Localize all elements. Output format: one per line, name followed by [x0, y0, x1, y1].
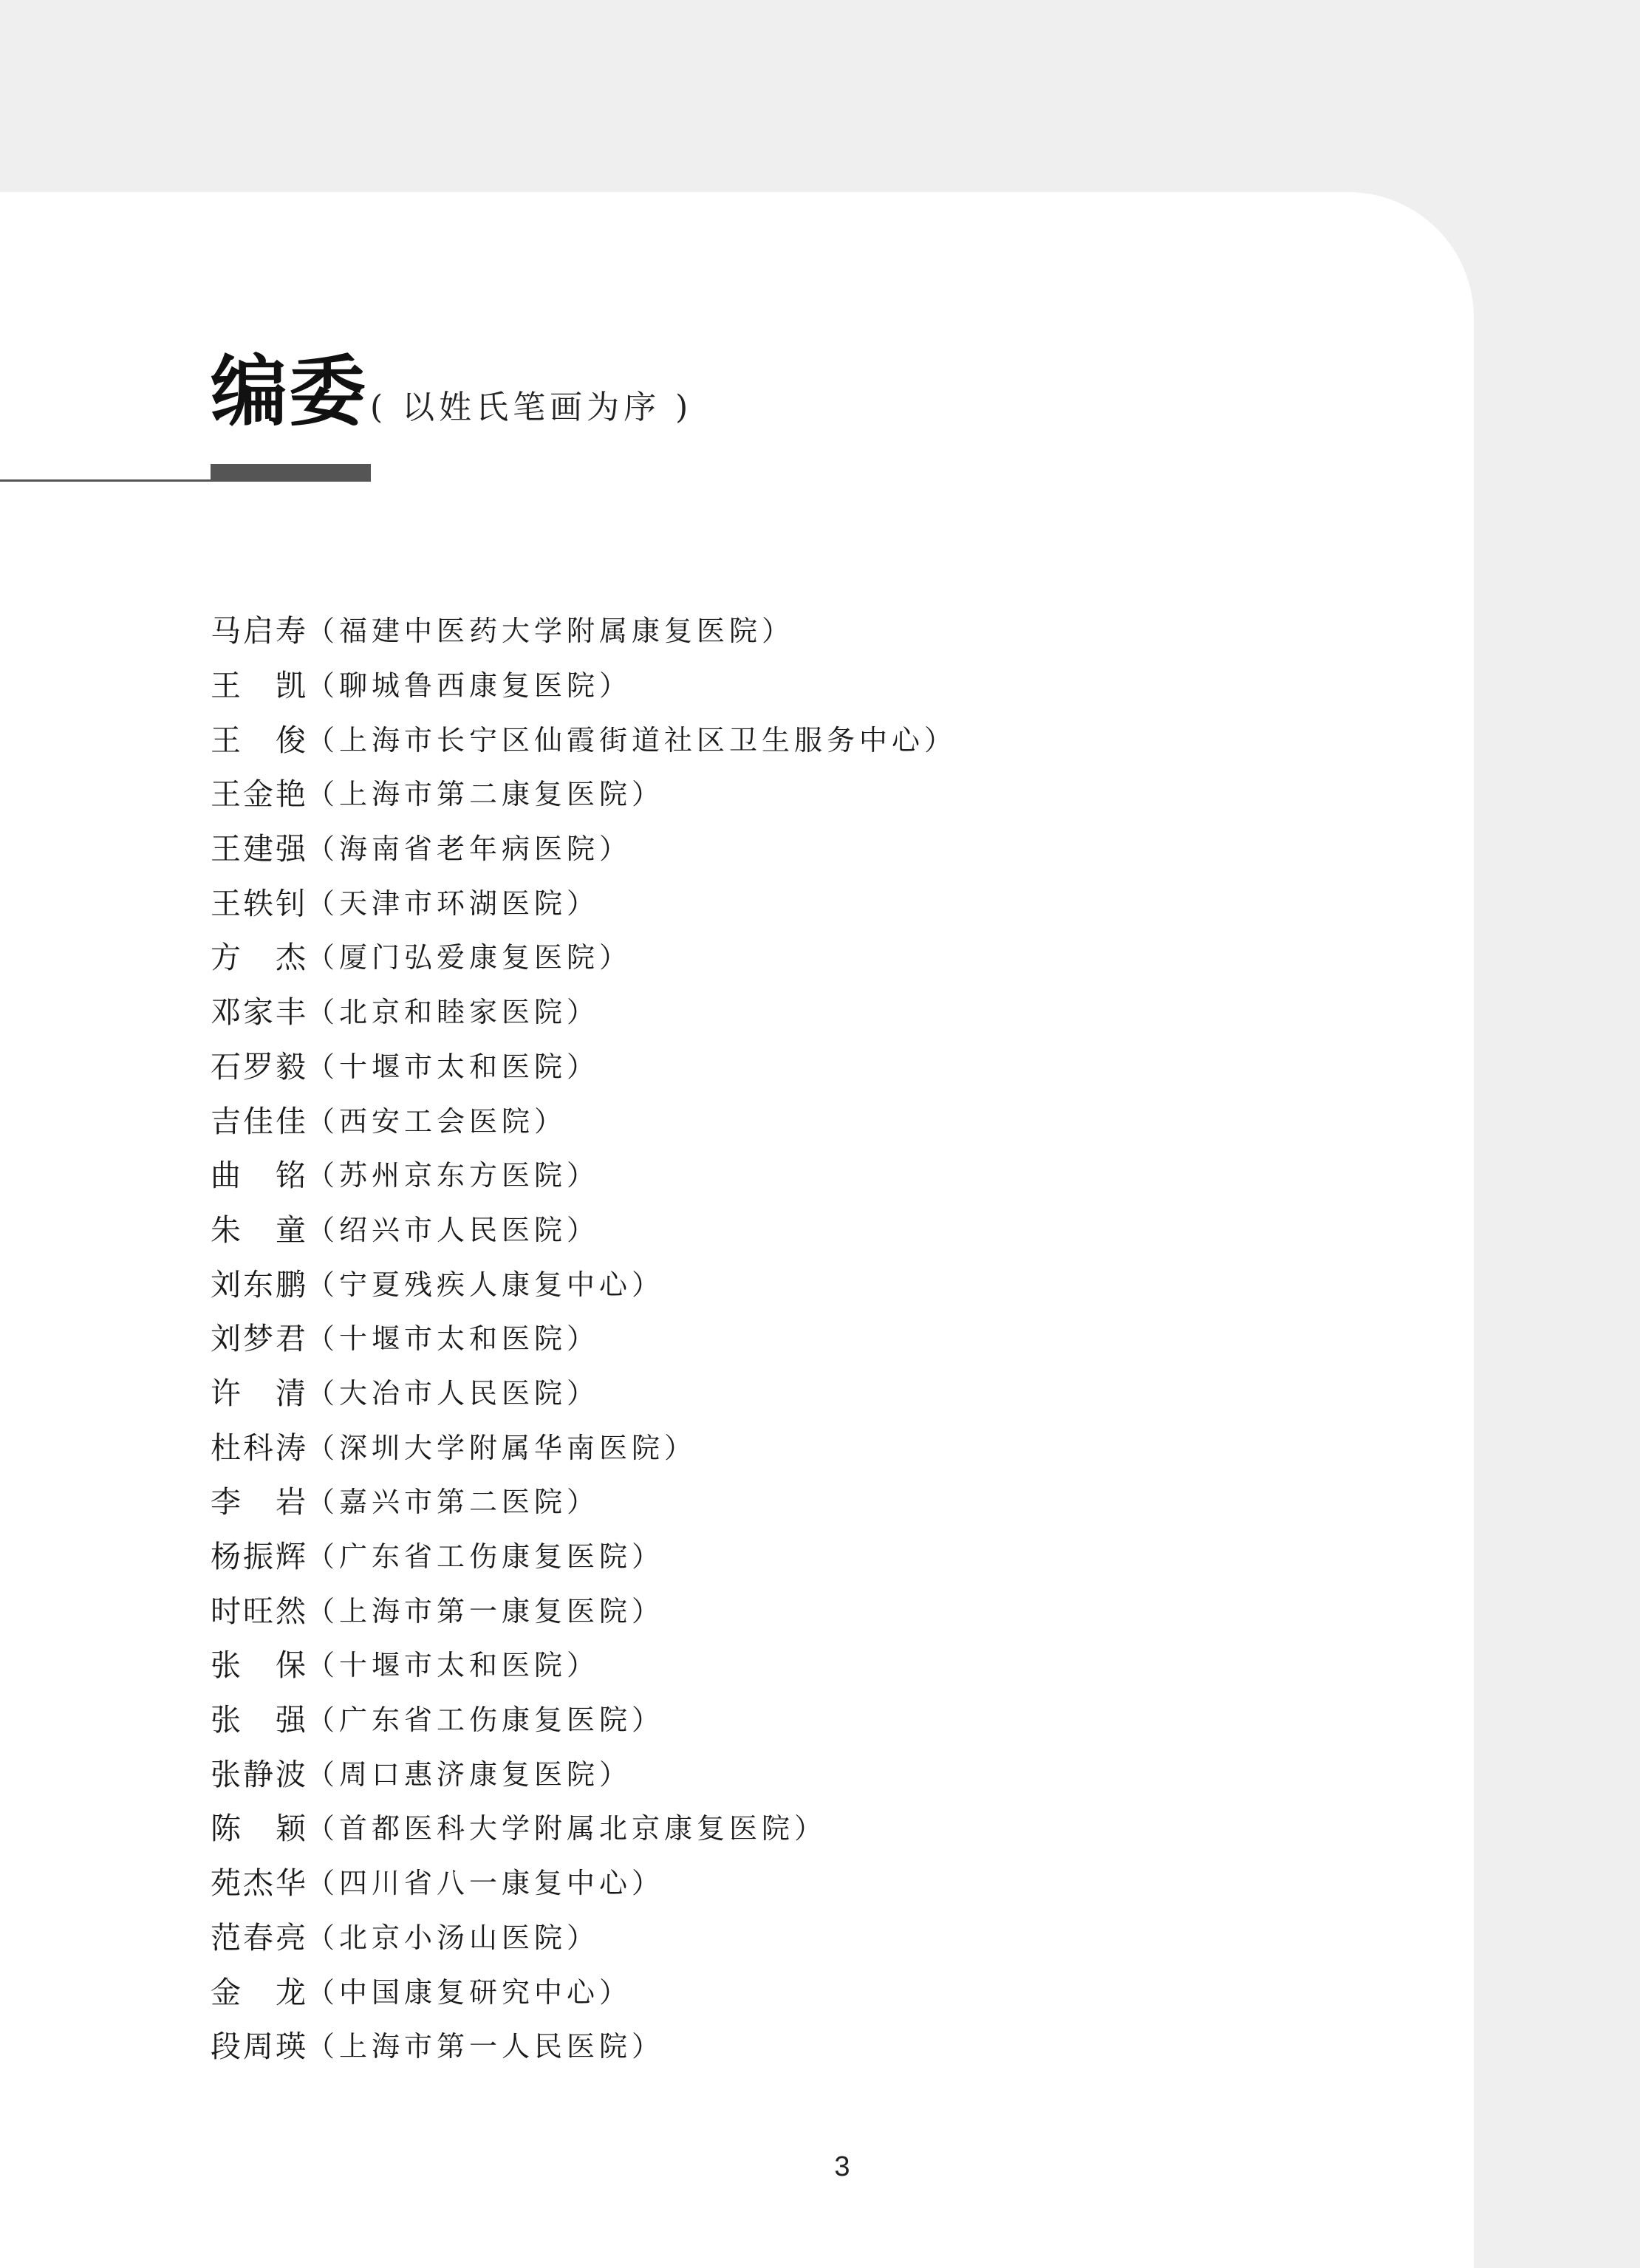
member-name: 刘梦君 [211, 1321, 307, 1357]
member-affiliation: （中国康复研究中心） [307, 1975, 632, 2009]
member-name: 苑杰华 [211, 1865, 307, 1902]
member-affiliation: （北京和睦家医院） [307, 996, 600, 1029]
member-name: 刘东鹏 [211, 1266, 307, 1302]
list-item [211, 1418, 957, 1472]
list-item [211, 1744, 957, 1799]
member-name: 许 清 [211, 1375, 307, 1411]
member-name: 范春亮 [211, 1919, 307, 1956]
member-name: 时旺然 [211, 1593, 307, 1629]
list-item [211, 1200, 957, 1255]
member-affiliation: （十堰市太和医院） [307, 1649, 600, 1682]
list-item [211, 1472, 957, 1527]
member-name: 曲 铭 [211, 1158, 307, 1194]
section-subtitle: ( 以姓氏笔画为序 ) [370, 389, 693, 426]
list-item [211, 1799, 957, 1854]
list-item [211, 710, 957, 765]
member-name: 张 强 [211, 1702, 307, 1738]
member-affiliation: （天津市环湖医院） [307, 887, 600, 920]
member-affiliation: （上海市第一康复医院） [307, 1594, 665, 1627]
member-name: 王 凯 [211, 668, 307, 704]
list-item [211, 1690, 957, 1745]
list-item [211, 873, 957, 928]
list-item [211, 656, 957, 711]
list-item [211, 1636, 957, 1690]
member-name: 杜科涛 [211, 1430, 307, 1466]
member-name: 王建强 [211, 831, 307, 867]
member-affiliation: （广东省工伤康复医院） [307, 1540, 665, 1574]
member-name: 石罗毅 [211, 1048, 307, 1085]
list-item [211, 2017, 957, 2071]
list-item [211, 928, 957, 983]
section-heading [211, 346, 693, 437]
member-name: 王 俊 [211, 722, 307, 758]
member-name: 王轶钊 [211, 885, 307, 921]
member-name: 邓家丰 [211, 994, 307, 1031]
member-affiliation: （上海市长宁区仙霞街道社区卫生服务中心） [307, 723, 957, 756]
member-affiliation: （聊城鲁西康复医院） [307, 669, 632, 703]
member-affiliation: （西安工会医院） [307, 1104, 567, 1138]
member-affiliation: （海南省老年病医院） [307, 833, 632, 866]
member-affiliation: （十堰市太和医院） [307, 1322, 600, 1356]
list-item [211, 983, 957, 1037]
heading-rule-thin [0, 479, 213, 482]
member-affiliation: （嘉兴市第二医院） [307, 1486, 600, 1519]
list-item [211, 1527, 957, 1582]
list-item [211, 1364, 957, 1418]
member-affiliation: （厦门弘爱康复医院） [307, 941, 632, 974]
member-name: 马启寿 [211, 613, 307, 649]
list-item [211, 1854, 957, 1908]
member-affiliation: （福建中医药大学附属康复医院） [307, 615, 795, 648]
member-name: 陈 颖 [211, 1811, 307, 1847]
member-name: 李 岩 [211, 1484, 307, 1520]
list-item [211, 601, 957, 656]
member-affiliation: （上海市第一人民医院） [307, 2030, 665, 2063]
section-title: 编委 [211, 346, 368, 437]
member-affiliation: （上海市第二康复医院） [307, 778, 665, 811]
page-number: 3 [834, 2151, 850, 2182]
member-affiliation: （四川省八一康复中心） [307, 1867, 665, 1900]
member-affiliation: （深圳大学附属华南医院） [307, 1431, 697, 1464]
member-name: 吉佳佳 [211, 1103, 307, 1139]
member-name: 杨振辉 [211, 1539, 307, 1575]
member-affiliation: （周口惠济康复医院） [307, 1758, 632, 1791]
member-name: 张 保 [211, 1647, 307, 1684]
list-item [211, 1962, 957, 2017]
member-affiliation: （大冶市人民医院） [307, 1376, 600, 1410]
member-affiliation: （首都医科大学附属北京康复医院） [307, 1812, 827, 1845]
list-item [211, 1146, 957, 1200]
list-item [211, 1037, 957, 1092]
heading-rule-bar [211, 464, 371, 482]
member-name: 王金艳 [211, 776, 307, 813]
list-item [211, 1309, 957, 1364]
member-name: 张静波 [211, 1756, 307, 1792]
member-affiliation: （苏州京东方医院） [307, 1159, 600, 1192]
member-name: 朱 童 [211, 1212, 307, 1248]
list-item [211, 1254, 957, 1309]
member-name: 方 杰 [211, 940, 307, 976]
list-item [211, 819, 957, 874]
member-affiliation: （十堰市太和医院） [307, 1050, 600, 1083]
member-name: 段周瑛 [211, 2029, 307, 2065]
list-item [211, 1581, 957, 1636]
member-affiliation: （宁夏残疾人康复中心） [307, 1268, 665, 1301]
editorial-board-list [211, 601, 957, 2071]
list-item [211, 1908, 957, 1963]
member-affiliation: （北京小汤山医院） [307, 1921, 600, 1954]
list-item [211, 1091, 957, 1146]
member-name: 金 龙 [211, 1974, 307, 2010]
member-affiliation: （绍兴市人民医院） [307, 1213, 600, 1246]
list-item [211, 765, 957, 819]
member-affiliation: （广东省工伤康复医院） [307, 1704, 665, 1737]
